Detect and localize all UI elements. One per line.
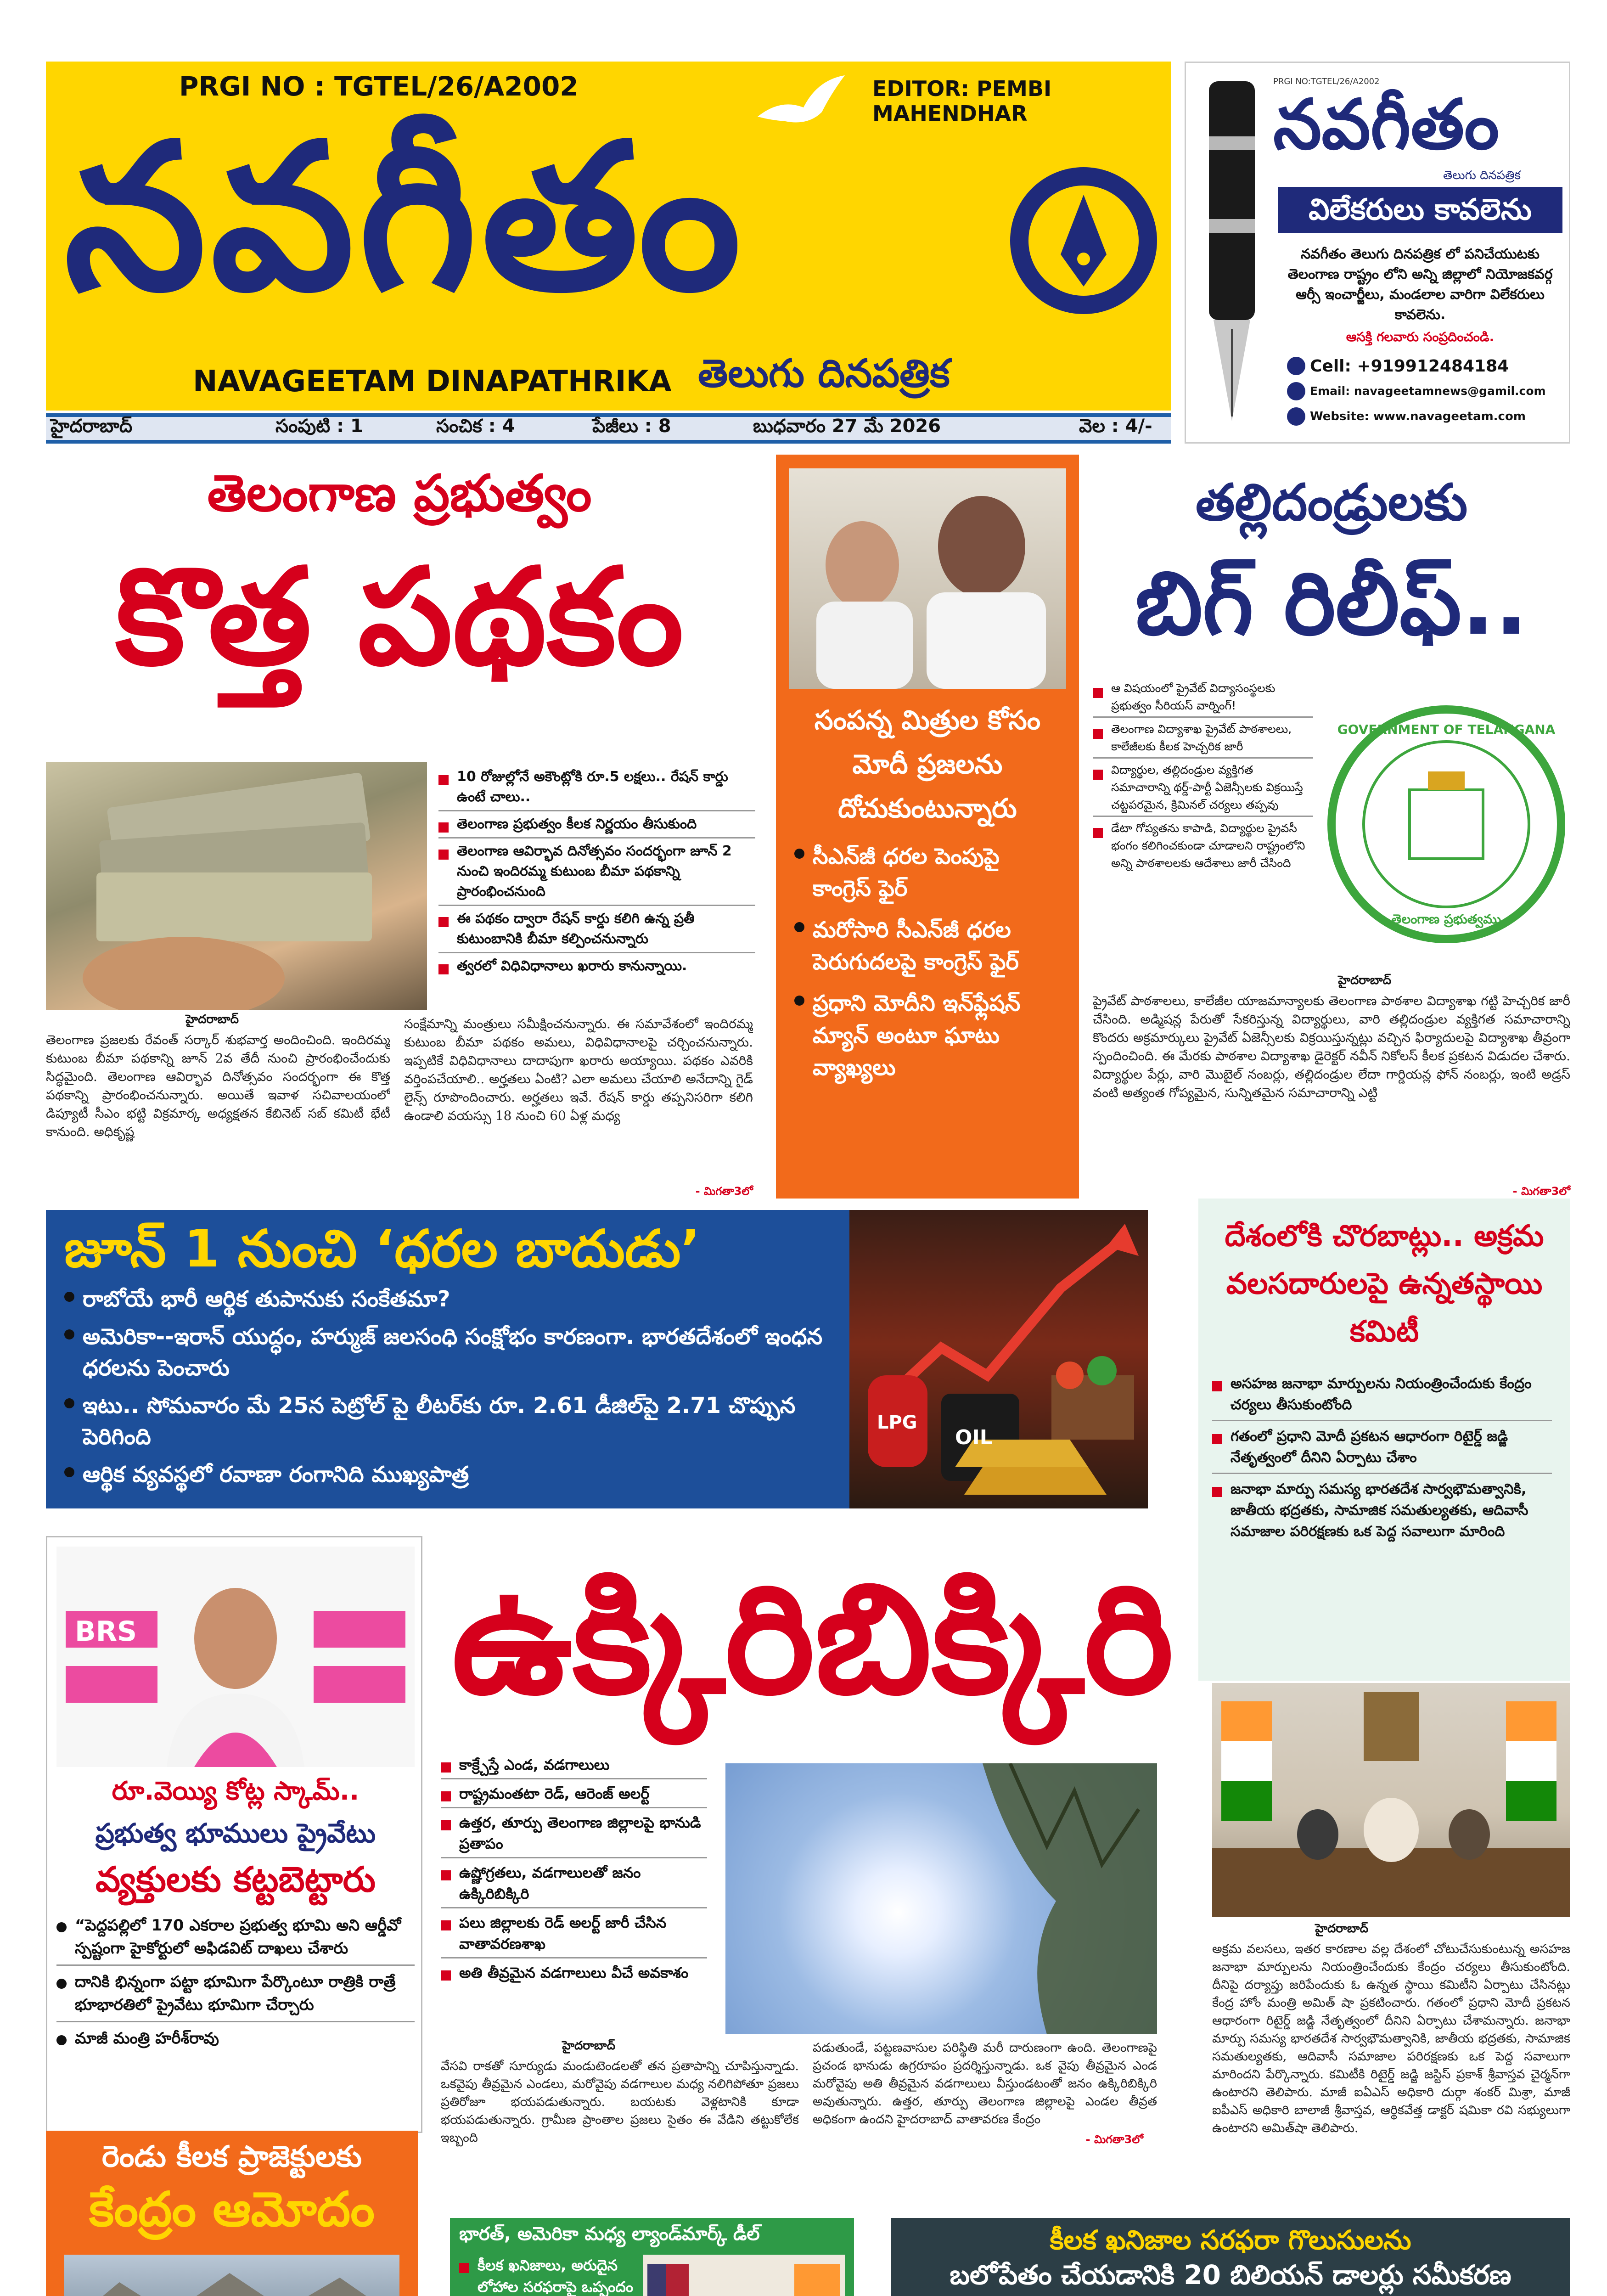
dateline-volume: సంపుటి : 1 bbox=[275, 416, 363, 437]
heat-bullet: ఉష్ణోగ్రతలు, వడగాలులతో జనం ఉక్కిరిబిక్కిరి bbox=[441, 1862, 707, 1908]
heat-bullet: కాక్ర్చేస్తే ఎండ, వడగాలులు bbox=[441, 1754, 707, 1779]
fountain-pen-icon bbox=[1191, 81, 1273, 430]
heat-headline: ఉక్కిరిబిక్కిరి bbox=[451, 1551, 1174, 1728]
prices-headline: జూన్ 1 నుంచి ‘ధరల బాదుడు’ bbox=[64, 1219, 701, 1279]
heat-bullet: పలు జిల్లాలకు రెడ్ అలర్ట్ జారీ చేసిన వాతావరణశాఖ bbox=[441, 1912, 707, 1958]
ad-body: నవగీతం తెలుగు దినపత్రిక లో పనిచేయుటకు తెలంగాణ రాష్ట్రం లోని అన్ని జిల్లాలో నియోజకవర్గ ఆర్సీ ఇంచార్జీలు, మండలాల వారిగా విలేకరులు కావలెను. bbox=[1287, 246, 1553, 323]
oil-label: OIL bbox=[955, 1426, 993, 1449]
right-bullet: ఆ విషయంలో ప్రైవేట్ విద్యాసంస్థలకు ప్రభుత్వం సీరియస్ వార్నింగ్! bbox=[1093, 680, 1313, 718]
dateline-pages: పేజీలు : 8 bbox=[592, 416, 671, 437]
immigration-bullets bbox=[1212, 1373, 1552, 1542]
center-bullet: ప్రధాని మోదీని ఇన్‌ఫ్లేషన్ మ్యాన్ అంటూ ఘాటు వ్యాఖ్యలు bbox=[794, 987, 1065, 1084]
lead-kicker: తెలంగాణ ప్రభుత్వం bbox=[207, 464, 592, 523]
ad-prgi: PRGI NO:TGTEL/26/A2002 bbox=[1273, 77, 1380, 86]
prices-bullet: రాబోయే భారీ ఆర్థిక తుపానుకు సంకేతమా? bbox=[64, 1283, 836, 1315]
masthead-subtitle-en: NAVAGEETAM DINAPATHRIKA bbox=[193, 365, 672, 399]
lead-bullets bbox=[438, 767, 755, 976]
heat-continued: - మిగతా3లో bbox=[1085, 2133, 1143, 2146]
sun-sky-photo bbox=[725, 1763, 1157, 2034]
projects-kicker: రెండు కీలక ప్రాజెక్టులకు bbox=[102, 2140, 362, 2174]
lead-body-col1: తెలంగాణ ప్రజలకు రేవంత్ సర్కార్ శుభవార్త అందించింది. ఇందిరమ్మ కుటుంబ బీమా పథకాన్ని జూన్ 2వ తేదీ నుంచి ప్రారంభించేందుకు సిద్ధమైంది. తెలంగాణ ఆవిర్భావ దినోత్సవం సందర్భంగా ఈ కొత్త పథకాన్ని ప్రారంభించనున్నారు. అయితే ఇవాళ సచివాలయంలో డిప్యూటీ సీఎం భట్టి విక్రమార్క అధ్యక్షతన కేబినెట్ సబ్ కమిటీ భేటీ కానుంది. అధికృష్ణ bbox=[46, 1032, 390, 1139]
brs-bullet: దానికి భిన్నంగా పట్టా భూమిగా పేర్కొంటూ రాత్రికి రాత్రే భూభారతిలో ప్రైవేటు భూమిగా చేర్చారు bbox=[56, 1970, 415, 2022]
brs-headline-2: ప్రభుత్వ భూములు ప్రైవేటు bbox=[95, 1818, 376, 1849]
right-continued: - మిగతా3లో bbox=[1512, 1185, 1570, 1198]
brs-bullet: “పెద్దపల్లిలో 170 ఎకరాల ప్రభుత్వ భూమి అని ఆర్డీవో స్పష్టంగా హైకోర్టులో అఫిడవిట్ దాఖలు చేశారు bbox=[56, 1914, 415, 1966]
home-minister-meeting-photo bbox=[1212, 1683, 1570, 1917]
ad-note: ఆసక్తి గలవారు సంప్రదించండి. bbox=[1346, 329, 1495, 344]
dateline-city: హైదరాబాద్ bbox=[51, 416, 133, 437]
globe-icon bbox=[1287, 407, 1305, 426]
immigration-bullet: అసహజ జనాభా మార్పులను నియంత్రించేందుకు కేంద్రం చర్యలు తీసుకుంటోంది bbox=[1212, 1373, 1552, 1421]
landmark-headline: భారత్, అమెరికా మధ్య ల్యాండ్‌మార్క్ డీల్ bbox=[459, 2223, 760, 2245]
heat-dateline: హైదరాబాద్ bbox=[562, 2039, 615, 2053]
minerals-box bbox=[891, 2218, 1570, 2296]
right-bullet: విద్యార్థుల, తల్లిదండ్రుల వ్యక్తిగత సమాచారాన్ని థర్డ్-పార్టీ ఏజెన్సీలకు విక్రయిస్తే చట్టపరమైన, క్రిమినల్ చర్యలు తప్పవు bbox=[1093, 761, 1313, 817]
dateline-price: వెల : 4/- bbox=[1079, 416, 1152, 437]
ad-email: Email: navageetamnews@gamil.com bbox=[1310, 384, 1546, 398]
brs-story bbox=[46, 1536, 422, 2133]
ad-banner: విలేకరులు కావలెను bbox=[1278, 187, 1562, 233]
immigration-box bbox=[1198, 1199, 1570, 1681]
heat-bullet: రాష్ట్రమంతటా రెడ్, ఆరెంజ్ అలర్ట్ bbox=[441, 1783, 707, 1808]
leaders-photo bbox=[789, 468, 1066, 689]
lead-headline: కొత్త పథకం bbox=[115, 540, 684, 695]
reporters-wanted-ad bbox=[1185, 62, 1570, 444]
center-bullet: సీఎన్‌జీ ధరల పెంపుపై కాంగ్రెస్ ఫైర్ bbox=[794, 840, 1065, 905]
seal-text: GOVERNMENT OF TELANGANA bbox=[1337, 722, 1556, 737]
dateline-issue: సంచిక : 4 bbox=[436, 416, 515, 437]
telangana-seal bbox=[1322, 684, 1570, 964]
brs-bullet: మాజీ మంత్రి హరీశ్‌రావు bbox=[56, 2027, 415, 2050]
masthead-subtitle-te: తెలుగు దినపత్రిక bbox=[698, 351, 950, 396]
india-us-signing-photo bbox=[643, 2255, 845, 2296]
prices-bullets bbox=[64, 1283, 836, 1490]
lead-bullet: తెలంగాణ ఆవిర్భావ దినోత్సవం సందర్భంగా జూన్ 2 నుంచి ఇందిరమ్మ కుటుంబ బీమా పథకాన్ని ప్రారంభించనుంది bbox=[438, 841, 755, 906]
lpg-label: LPG bbox=[877, 1412, 917, 1433]
lead-bullet: త్వరలో విధివిధానాలు ఖరారు కానున్నాయి. bbox=[438, 956, 755, 976]
prgi-number: PRGI NO : TGTEL/26/A2002 bbox=[179, 71, 579, 102]
river-valley-photo bbox=[64, 2255, 399, 2296]
ad-website: Website: www.navageetam.com bbox=[1310, 410, 1526, 423]
immigration-bullet: గతంలో ప్రధాని మోదీ ప్రకటన ఆధారంగా రిటైర్డ్ జడ్జి నేతృత్వంలో దీనిని ఏర్పాటు చేశాం bbox=[1212, 1426, 1552, 1474]
immigration-dateline: హైదరాబాద్ bbox=[1315, 1922, 1368, 1936]
brs-bullets bbox=[56, 1914, 415, 2050]
minerals-headline-2: బలోపేతం చేయడానికి 20 బిలియన్ డాలర్లు సమీకరణ bbox=[950, 2259, 1511, 2290]
masthead bbox=[46, 62, 1171, 411]
minerals-headline-1: కీలక ఖనిజాల సరఫరా గొలుసులను bbox=[1050, 2224, 1411, 2256]
heat-bullet: ఉత్తర, తూర్పు తెలంగాణ జిల్లాలపై భానుడి ప్రతాపం bbox=[441, 1812, 707, 1858]
landmark-bullet: కీలక ఖనిజాలు, అరుదైన లోహాల సరఫరాపై ఒప్పందం bbox=[459, 2255, 634, 2296]
lead-bullet: ఈ పథకం ద్వారా రేషన్ కార్డు కలిగి ఉన్న ప్రతీ కుటుంబానికి బీమా కల్పించనున్నారు bbox=[438, 909, 755, 953]
fuel-gold-illustration bbox=[849, 1210, 1148, 1508]
right-bullet: తెలంగాణ విద్యాశాఖ ప్రైవేట్ పాఠశాలలు, కాలేజీలకు కీలక హెచ్చరిక జారీ bbox=[1093, 720, 1313, 759]
right-headline: బిగ్ రిలీఫ్.. bbox=[1135, 553, 1528, 654]
lead-body-col2: సంక్షేమాన్ని మంత్రులు సమీక్షించనున్నారు. ఈ సమావేశంలో ఇందిరమ్మ కుటుంబ బీమా పథకం అమలు, విధివిధానాలపై చర్చించనున్నారు. ఇప్పటికే విధివిధానాలు దాదాపుగా ఖరారు అయ్యాయి. పథకం ఎవరికి వర్తింపచేయాలి.. అర్హతలు ఏంటి? ఎలా అమలు చేయాలి అనేదాన్ని గైడ్ లైన్స్ రూపొందించారు. అర్హతలు ఇవే. రేషన్ కార్డు తప్పనిసరిగా కలిగి ఉండాలి వయస్సు 18 నుంచి 60 ఏళ్ల మధ్య bbox=[404, 1016, 753, 1123]
brs-headline-1: రూ.వెయ్యి కోట్ల స్కామ్.. bbox=[112, 1776, 360, 1806]
dateline-bar bbox=[46, 413, 1171, 444]
right-bullets bbox=[1093, 680, 1313, 872]
phone-icon bbox=[1287, 357, 1305, 375]
heat-body-col2: పడుతుండే, పట్టణవాసుల పరిస్థితి మరీ దారుణంగా ఉంది. తెలంగాణపై ప్రచండ భానుడు ఉగ్రరూపం ప్రదర్శిస్తున్నాడు. ఒక వైపు తీవ్రమైన ఎండ మరోవైపు అతి తీవ్రమైన వడగాలులు వీస్తుండటంతో జనం ఉక్కిరిబిక్కిరి అవుతున్నారు. ఉత్తర, తూర్పు తెలంగాణ జిల్లాలపై ఎండల తీవ్రత అధికంగా ఉందని హైదరాబాద్ వాతావరణ కేంద్రం bbox=[813, 2041, 1157, 2127]
masthead-title: నవగీతం bbox=[64, 100, 746, 335]
center-box-headline: సంపన్న మిత్రుల కోసం మోదీ ప్రజలను దోచుకుంటున్నారు bbox=[814, 704, 1041, 824]
brs-headline-3: వ్యక్తులకు కట్టబెట్టారు bbox=[95, 1859, 376, 1900]
landmark-bullets bbox=[459, 2255, 634, 2296]
pen-nib-icon bbox=[1010, 167, 1157, 314]
right-bullet: డేటా గోప్యతను కాపాడి, విద్యార్థుల ప్రైవసీ భంగం కలిగించకుండా చూడాలని రాష్ట్రంలోని అన్ని పాఠశాలలకు ఆదేశాలు జారీ చేసింది bbox=[1093, 820, 1313, 872]
prices-bullet: ఆర్థిక వ్యవస్థలో రవాణా రంగానిది ముఖ్యపాత్ర bbox=[64, 1459, 836, 1490]
immigration-bullet: జనాభా మార్పు సమస్య భారతదేశ సార్వభౌమత్వానికి, జాతీయ భద్రతకు, సామాజిక సమతుల్యతకు, ఆదివాసీ సమాజాల పరిరక్షణకు ఒక పెద్ద సవాలుగా మారింది bbox=[1212, 1479, 1552, 1542]
lead-bullet: తెలంగాణ ప్రభుత్వం కీలక నిర్ణయం తీసుకుంది bbox=[438, 814, 755, 838]
right-body: ప్రైవేట్ పాఠశాలలు, కాలేజీల యాజమాన్యాలకు తెలంగాణ పాఠశాల విద్యాశాఖ గట్టి హెచ్చరిక జారీ చేసింది. అడ్మిషన్ల పేరుతో సేకరిస్తున్న విద్యార్థులు, వారి తల్లిదండ్రుల వ్యక్తిగత సమాచారాన్ని కొందరు అక్రమార్కులు ప్రైవేట్ ఏజెన్సీలకు విక్రయిస్తున్నట్లు వచ్చిన ఫిర్యాదులపై విద్యాశాఖ తీవ్రంగా స్పందించింది. ఈ మేరకు పాఠశాల విద్యాశాఖ డైరెక్టర్ నవీన్ నికోలస్ కీలక ప్రకటన విడుదల చేశారు. విద్యార్థుల పేర్లు, వారి మొబైల్ నంబర్లు, తల్లిదండ్రుల లేదా గార్డియన్ల ఫోన్ నంబర్లు, ఇంటి అడ్రస్ వంటి అత్యంత గోప్యమైన, సున్నితమైన సమాచారాన్ని ఎట్టి bbox=[1093, 993, 1570, 1100]
dove-icon bbox=[753, 71, 849, 135]
heat-body-col1: వేసవి రాకతో సూర్యుడు మండుటెండలతో తన ప్రతాపాన్ని చూపిస్తున్నాడు. ఒకవైపు తీవ్రమైన ఎండలు, మరోవైపు వడగాలుల మధ్య నలిగిపోతూ ప్రజలు ప్రతిరోజూ భయపడుతున్నారు. బయటకు వెళ్లటానికి కూడా భయపడుతున్నారు. గ్రామీణ ప్రాంతాల ప్రజలు సైతం ఈ వేడిని తట్టుకోలేక ఇబ్బంది bbox=[441, 2059, 799, 2145]
seal-text-te: తెలంగాణ ప్రభుత్వము bbox=[1391, 912, 1501, 927]
dateline-date: బుధవారం 27 మే 2026 bbox=[753, 416, 941, 437]
center-bullet: మరోసారి సీఎన్‌జీ ధరల పెరుగుదలపై కాంగ్రెస్ ఫైర్ bbox=[794, 914, 1065, 978]
brs-sign: BRS bbox=[75, 1615, 137, 1648]
center-orange-box bbox=[776, 455, 1079, 1199]
lead-dateline: హైదరాబాద్ bbox=[185, 1013, 239, 1026]
ad-tagline: తెలుగు దినపత్రిక bbox=[1443, 169, 1521, 182]
heat-bullet: అతి తీవ్రమైన వడగాలులు వీచే అవకాశం bbox=[441, 1962, 707, 1983]
brs-press-photo bbox=[56, 1547, 415, 1767]
projects-box bbox=[46, 2131, 418, 2296]
lead-bullet: 10 రోజుల్లోనే అకౌంట్లోకి రూ.5 లక్షలు.. రేషన్ కార్డు ఉంటే చాలు.. bbox=[438, 767, 755, 811]
projects-headline: కేంద్రం ఆమోదం bbox=[89, 2181, 375, 2237]
currency-notes-photo bbox=[46, 762, 427, 1010]
prices-bullet: ఇటు.. సోమవారం మే 25న పెట్రోల్ పై లీటర్‌కు రూ. 2.61 డీజిల్‌పై 2.71 చొప్పున పెరిగింది bbox=[64, 1390, 836, 1452]
right-kicker: తల్లిదండ్రులకు bbox=[1195, 473, 1468, 532]
email-icon bbox=[1287, 382, 1305, 400]
editor-name: EDITOR: PEMBI MAHENDHAR bbox=[872, 76, 1052, 126]
prices-bullet: అమెరికా--ఇరాన్ యుద్ధం, హర్ముజ్ జలసంధి సంక్షోభం కారణంగా. భారతదేశంలో ఇంధన ధరలను పెంచారు bbox=[64, 1321, 836, 1384]
prices-banner bbox=[46, 1210, 1148, 1508]
heat-bullets bbox=[441, 1754, 707, 1983]
lead-continued: - మిగతా3లో bbox=[695, 1185, 753, 1198]
landmark-deal-box bbox=[450, 2218, 854, 2296]
immigration-body: అక్రమ వలసలు, ఇతర కారణాల వల్ల దేశంలో చోటుచేసుకుంటున్న అసహజ జనాభా మార్పులను నియంత్రించేందుకు కేంద్రం చర్యలు తీసుకుంటోంది. దీనిపై దర్యాప్తు జరిపేందుకు ఓ ఉన్నత స్థాయి కమిటీని ఏర్పాటు చేసినట్లు కేంద్ర హోం మంత్రి అమిత్ షా ప్రకటించారు. గతంలో ప్రధాని మోదీ ప్రకటన ఆధారంగా రిటైర్డ్ జడ్జి నేతృత్వంలో దీనిని ఏర్పాటు చేశామన్నారు. జనాభా మార్పు సమస్య భారతదేశ సార్వభౌమత్వానికి, జాతీయ భద్రతకు, సామాజిక సమతుల్యతకు, ఆదివాసీ సమాజాల పరిరక్షణకు ఒక పెద్ద సవాలుగా మారిందని పేర్కొన్నారు. కమిటీకి రిటైర్డ్ జడ్జి జస్టిస్ ప్రకాశ్ శ్రీవాస్తవ చైర్మన్‌గా ఉంటారని తెలిపారు. మాజీ ఐఏఎస్ అధికారి దుర్గా శంకర్ మిశ్రా, మాజీ ఐపీఎస్ అధికారి బాలాజీ శ్రీవాస్తవ, ఆర్థికవేత్త డాక్టర్ షమికా రవి సభ్యులుగా ఉంటారని అమిత్‌షా తెలిపారు. bbox=[1212, 1942, 1570, 2135]
right-dateline: హైదరాబాద్ bbox=[1338, 974, 1391, 987]
immigration-headline: దేశంలోకి చొరబాట్లు.. అక్రమ వలసదారులపై ఉన్నతస్థాయి కమిటీ bbox=[1225, 1219, 1544, 1349]
center-box-bullets bbox=[794, 840, 1065, 1084]
ad-cell: Cell: +919912484184 bbox=[1310, 357, 1509, 376]
ad-title: నవగీతం bbox=[1273, 85, 1500, 165]
